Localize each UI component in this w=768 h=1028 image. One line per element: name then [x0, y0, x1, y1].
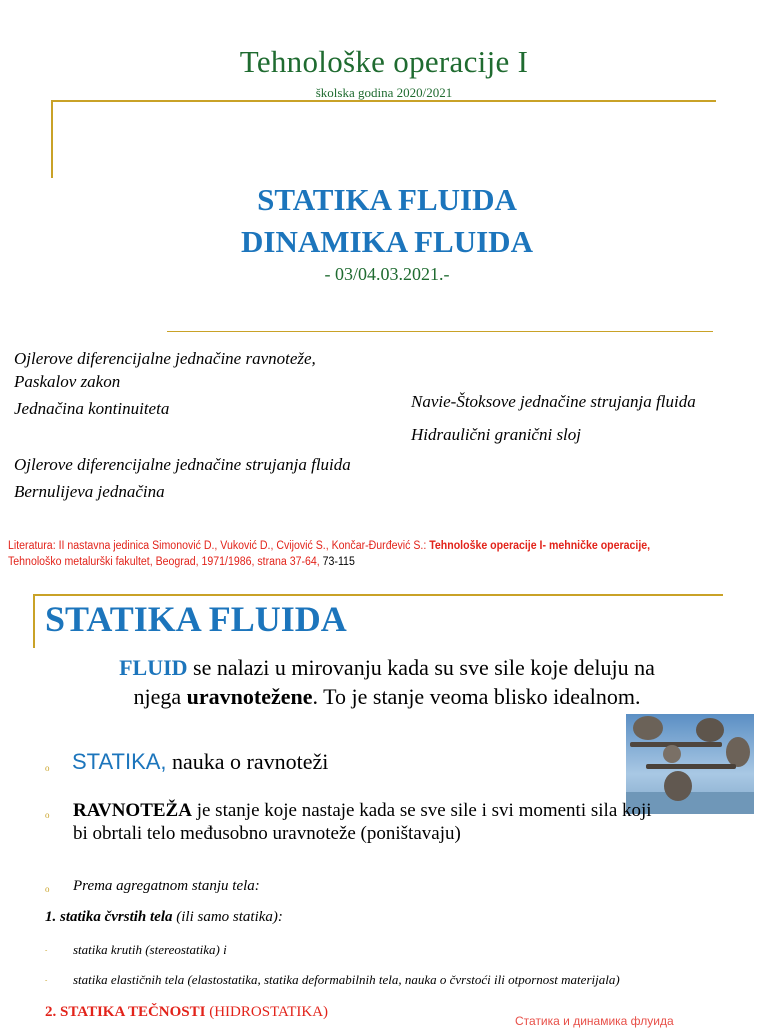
intro-text [0, 655, 768, 681]
topic-item: Hidraulični granični sloj [411, 425, 581, 444]
classification-heading: 1. statika čvrstih tela [45, 909, 173, 925]
intro-text-part: . To je stanje veoma blisko idealnom. [312, 684, 641, 709]
divider-line [51, 100, 53, 178]
slide-title: STATIKA FLUIDA [45, 599, 347, 639]
classification-note: (HIDROSTATIKA) [205, 1004, 329, 1020]
classification-note: (ili samo statika): [172, 909, 283, 925]
intro-text-part: njega [133, 684, 187, 709]
term-uravnotezene: uravnotežene [186, 684, 313, 709]
term-ravnoteza: RAVNOTEŽA [73, 800, 192, 821]
divider-line [51, 100, 716, 102]
sub-bullet-icon: - [45, 976, 48, 984]
sub-item: statika elastičnih tela (elastostatika, statika deformabilnih tela, nauka o čvrstoći ili otpornost materijala) [73, 972, 620, 987]
classification-heading: 2. STATIKA TEČNOSTI [45, 1004, 206, 1020]
literature-prefix: Literatura: II nastavna jedinica Simonović D., Vuković D., Cvijović S., Končar-Đurđević S.: [8, 540, 430, 552]
classification-item-2 [45, 1004, 328, 1021]
ravnoteza-definition-cont: bi obrtali telo međusobno uravnoteže (poništavaju) [73, 823, 461, 844]
balanced-stones-image [626, 714, 754, 814]
divider-line [33, 594, 723, 596]
term-fluid: FLUID [119, 655, 188, 680]
literature-publisher: Tehnološko metalurški fakultet, Beograd, 1971/1986, strana 37-64, [8, 556, 323, 568]
statika-definition [72, 749, 328, 775]
lecture-title-statika: STATIKA FLUIDA [257, 182, 517, 217]
definition-text: je stanje koje nastaje kada se sve sile i svi momenti sila koji [191, 800, 652, 821]
topic-item: Paskalov zakon [14, 372, 121, 391]
bullet-icon: o [45, 884, 50, 894]
definition-text: nauka o ravnoteži [166, 749, 329, 774]
divider-line [167, 331, 713, 332]
bullet-icon: o [45, 810, 50, 820]
topic-item: Ojlerove diferencijalne jednačine ravnoteže, [14, 349, 316, 368]
next-slide-title: Статика и динамика флуида [515, 1014, 674, 1028]
intro-text-part: se nalazi u mirovanju kada su sve sile koje deluju na [187, 655, 655, 680]
literature-book: Tehnološke operacije I- mehničke operacije, [429, 540, 651, 552]
course-title: Tehnološke operacije I [239, 44, 529, 79]
sub-bullet-icon: - [45, 946, 48, 954]
divider-line [33, 594, 35, 648]
school-year: školska godina 2020/2021 [315, 85, 453, 100]
ravnoteza-definition [73, 800, 652, 822]
topic-item: Bernulijeva jednačina [14, 482, 165, 501]
literature-reference [8, 538, 704, 570]
literature-pages: 73-115 [322, 556, 355, 568]
classification-item-1 [45, 909, 283, 926]
topic-item: Ojlerove diferencijalne jednačine strujanja fluida [14, 455, 351, 474]
sub-item: statika krutih (stereostatika) i [73, 942, 227, 957]
topic-item: Jednačina kontinuiteta [14, 399, 170, 418]
lecture-date: - 03/04.03.2021.- [324, 264, 450, 284]
lecture-title-dinamika: DINAMIKA FLUIDA [241, 224, 533, 259]
term-statika: STATIKA, [72, 749, 167, 774]
classification-intro: Prema agregatnom stanju tela: [73, 878, 260, 894]
intro-text [0, 684, 768, 710]
bullet-icon: o [45, 763, 50, 773]
topic-item: Navie-Štoksove jednačine strujanja fluida [411, 392, 696, 411]
